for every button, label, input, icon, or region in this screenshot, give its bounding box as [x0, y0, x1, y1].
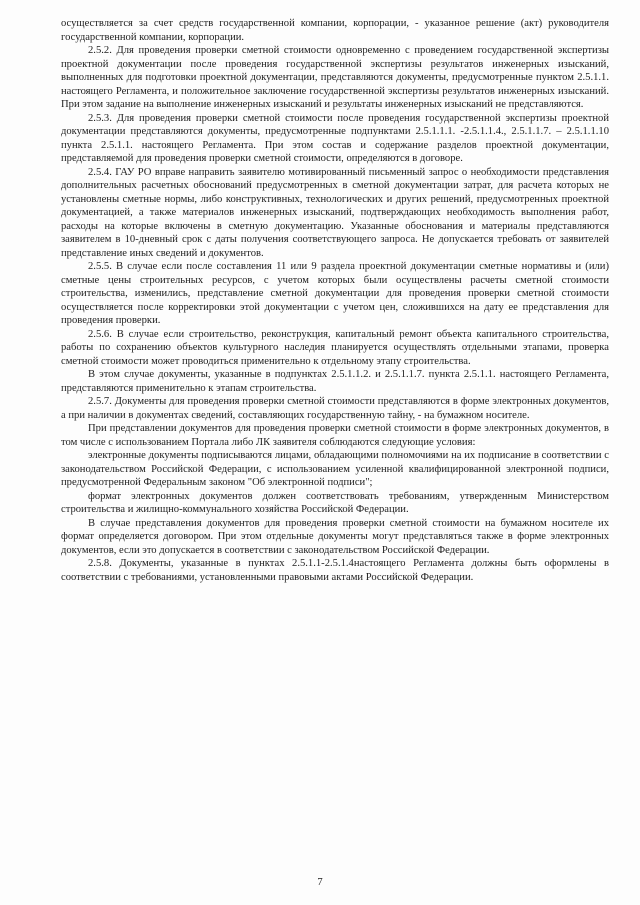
document-body [61, 17, 609, 584]
paragraph-condition-signature: электронные документы подписываются лицами, обладающими полномочиями на их подписание в соответствии с законодательством Российской Федерации, с использованием усиленной квалифицированной электронной подписи, предусмотренной Федеральным законом "Об электронной подписи"; [61, 450, 609, 488]
paragraph-continuation: осуществляется за счет средств государственной компании, корпорации, - указанное решение (акт) руководителя государственной компании, корпорации. [61, 18, 609, 43]
paragraph-2-5-6-stages: В этом случае документы, указанные в подпунктах 2.5.1.1.2. и 2.5.1.1.7. пункта 2.5.1.1. настоящего Регламента, представляются применительно к этапам строительства. [61, 369, 609, 394]
paragraph-condition-format: формат электронных документов должен соответствовать требованиям, утвержденным Министерством строительства и жилищно-коммунального хозяйства Российской Федерации. [61, 490, 609, 515]
paragraph-2-5-5: 2.5.5. В случае если после составления 11 или 9 раздела проектной документации сметные нормативы и (или) сметные цены строительных ресурсов, с учетом которых были осуществлены расчеты сметной стоимости строительства, изменились, представление сметной документации для проведения проверки сметной стоимости осуществляется после корректировки этой документации с учетом цен, сложившихся на дату ее представления для проведения проверки. [61, 261, 609, 326]
paragraph-2-5-4: 2.5.4. ГАУ РО вправе направить заявителю мотивированный письменный запрос о необходимости представления дополнительных расчетных обоснований предусмотренных в сметной документации затрат, для расчета которых не установлены сметные нормы, либо конструктивных, технологических и других решений, предусмотренных проектной документацией, а также материалов инженерных изысканий, подтверждающих необходимость выполнения работ, расходы на которые включены в сметную документацию. Указанные обоснования и материалы представляются заявителем в 10-дневный срок с даты получения соответствующего запроса. Не допускается требовать от заявителей представление иных сведений и документов. [61, 166, 609, 259]
page-number: 7 [317, 877, 323, 888]
paragraph-2-5-8: 2.5.8. Документы, указанные в пунктах 2.5.1.1-2.5.1.4настоящего Регламента должны быть оформлены в соответствии с требованиями, установленными правовыми актами Российской Федерации. [61, 558, 609, 583]
paragraph-electronic-conditions: При представлении документов для проведения проверки сметной стоимости в форме электронных документов, в том числе с использованием Портала либо ЛК заявителя соблюдаются следующие условия: [61, 423, 609, 448]
paragraph-2-5-6: 2.5.6. В случае если строительство, реконструкция, капитальный ремонт объекта капитального строительства, работы по сохранению объектов культурного наследия планируется осуществлять отдельными этапами, проверка сметной стоимости может проводиться применительно к отдельному этапу строительства. [61, 328, 609, 367]
paragraph-paper-format: В случае представления документов для проведения проверки сметной стоимости на бумажном носителе их формат определяется договором. При этом отдельные документы могут представляться также в форме электронных документов, если это допускается в соответствии с законодательством Российской Федерации. [61, 517, 609, 556]
paragraph-2-5-3: 2.5.3. Для проведения проверки сметной стоимости после проведения государственной экспертизы проектной документации представляются документы, предусмотренные подпунктами 2.5.1.1.1. -2.5.1.1.4., 2.5.1.1.7. – 2.5.1.1.10 пункта 2.5.1.1. настоящего Регламента. При этом состав и содержание разделов проектной документации, представляемой для проведения проверки сметной стоимости, определяются в договоре. [61, 112, 609, 164]
paragraph-2-5-7: 2.5.7. Документы для проведения проверки сметной стоимости представляются в форме электронных документов, а при наличии в документах сведений, составляющих государственную тайну, - на бумажном носителе. [61, 396, 609, 421]
paragraph-2-5-2: 2.5.2. Для проведения проверки сметной стоимости одновременно с проведением государственной экспертизы проектной документации после проведения государственной экспертизы результатов инженерных изысканий, выполненных для подготовки проектной документации, представляются документы, предусмотренные пунктом 2.5.1.1. настоящего Регламента, и положительное заключение государственной экспертизы результатов инженерных изысканий. При этом задание на выполнение инженерных изысканий и результаты инженерных изысканий не представляются. [61, 45, 609, 110]
